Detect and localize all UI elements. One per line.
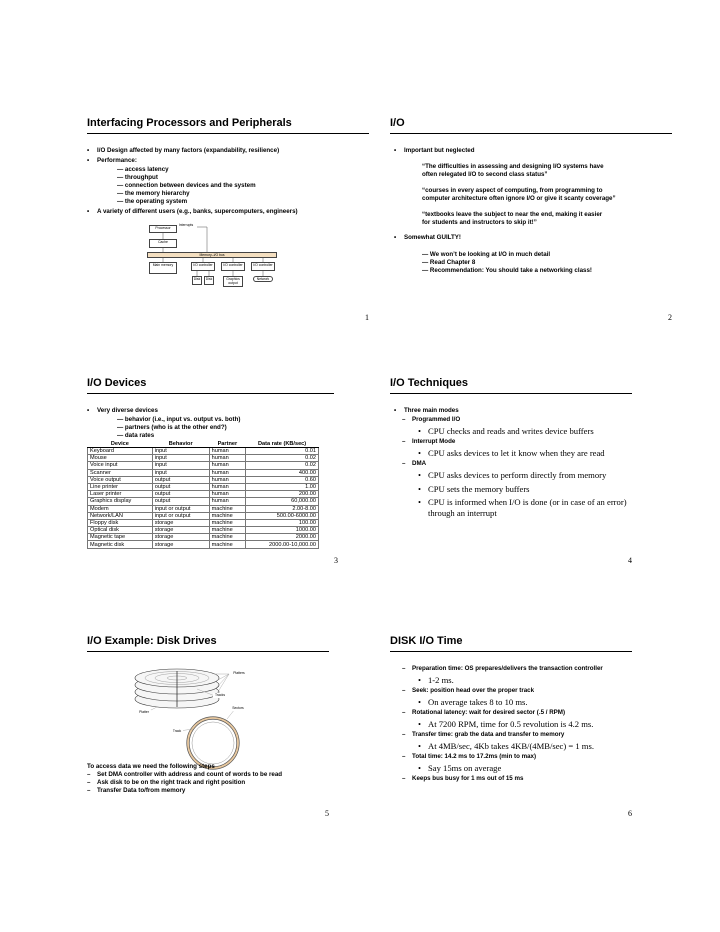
slide-2 <box>390 117 672 322</box>
table-cell: storage <box>152 519 209 526</box>
title-rule <box>390 133 672 134</box>
table-cell: output <box>152 498 209 505</box>
table-cell: machine <box>209 534 246 541</box>
table-cell: Optical disk <box>88 527 153 534</box>
sub-item: — We won’t be looking at I/O in much detail <box>422 251 551 258</box>
sub-item: — Recommendation: You should take a networking class! <box>422 267 592 274</box>
table-cell: human <box>209 469 246 476</box>
processor-box: Processor <box>149 225 177 233</box>
quote-line: computer architecture often ignore I/O or give it scanty coverage” <box>422 195 616 202</box>
table-cell: 100.00 <box>246 519 319 526</box>
table-cell: output <box>152 483 209 490</box>
table-cell: 1000.00 <box>246 527 319 534</box>
column-header: Device <box>88 440 153 448</box>
time-detail: • At 7200 RPM, time for 0.5 revolution is 4.2 ms. <box>428 719 593 729</box>
bullet: • I/O Design affected by many factors (expandability, resilience) <box>97 147 279 154</box>
column-header: Partner <box>209 440 246 448</box>
time-component: – Preparation time: OS prepares/delivers the transaction controller <box>412 665 603 672</box>
time-component: – Seek: position head over the proper track <box>412 687 534 694</box>
title-rule <box>87 651 329 652</box>
table-cell: input or output <box>152 512 209 519</box>
table-cell: 2000.00 <box>246 534 319 541</box>
table-cell: Modem <box>88 505 153 512</box>
table-cell: human <box>209 491 246 498</box>
table-row <box>88 448 319 455</box>
slide-3 <box>87 377 338 565</box>
table-row <box>88 519 319 526</box>
table-cell: machine <box>209 527 246 534</box>
table-cell: input or output <box>152 505 209 512</box>
quote-line: often relegated I/O to second class status” <box>422 171 548 178</box>
track-label: Track <box>172 729 182 733</box>
slide-title: I/O Techniques <box>390 377 469 389</box>
slide-title: DISK I/O Time <box>390 635 463 647</box>
table-cell: Scanner <box>88 469 153 476</box>
sub-item: — the memory hierarchy <box>117 190 190 197</box>
slide-title: Interfacing Processors and Peripherals <box>87 117 292 129</box>
table-row <box>88 476 319 483</box>
table-cell: input <box>152 448 209 455</box>
table-cell: Mouse <box>88 455 153 462</box>
table-cell: machine <box>209 541 246 548</box>
sub-item: — Read Chapter 8 <box>422 259 476 266</box>
sub-item: — the operating system <box>117 198 188 205</box>
time-component: – Rotational latency: wait for desired sector (.5 / RPM) <box>412 709 565 716</box>
table-row <box>88 483 319 490</box>
device-table <box>87 440 319 549</box>
slide-title: I/O Example: Disk Drives <box>87 635 217 647</box>
time-component: – Keeps bus busy for 1 ms out of 15 ms <box>412 775 523 782</box>
bullet: • Three main modes <box>404 407 459 414</box>
mode-detail: • CPU checks and reads and writes device buffers <box>428 426 594 436</box>
table-cell: 0.01 <box>246 448 319 455</box>
table-cell: machine <box>209 519 246 526</box>
platter-label: Platter <box>137 710 151 715</box>
cache-box: Cache <box>149 239 177 248</box>
table-cell: Voice output <box>88 476 153 483</box>
io-architecture-diagram <box>147 221 277 291</box>
table-cell: 0.60 <box>246 476 319 483</box>
sub-item: — behavior (i.e., input vs. output vs. both) <box>117 416 241 423</box>
table-cell: Magnetic disk <box>88 541 153 548</box>
page-number: 1 <box>365 313 369 322</box>
bullet: • Somewhat GUILTY! <box>404 234 461 241</box>
table-cell: human <box>209 483 246 490</box>
table-cell: 500.00-6000.00 <box>246 512 319 519</box>
page-number: 2 <box>668 313 672 322</box>
io-controller-box: I/O controller <box>251 262 275 271</box>
mode-detail: • CPU asks devices to perform directly from memory <box>428 470 606 480</box>
table-cell: storage <box>152 527 209 534</box>
table-row <box>88 455 319 462</box>
page-number: 6 <box>628 809 632 818</box>
disk-box: Disk <box>192 276 202 285</box>
memory-io-bus: Memory–I/O bus <box>147 252 277 258</box>
network-box: Network <box>253 276 273 282</box>
table-cell: human <box>209 498 246 505</box>
column-header: Behavior <box>152 440 209 448</box>
slide-6 <box>390 635 632 818</box>
mode-detail-continued: through an interrupt <box>428 508 497 518</box>
table-cell: 0.02 <box>246 462 319 469</box>
table-cell: 200.00 <box>246 491 319 498</box>
table-cell: Voice input <box>88 462 153 469</box>
table-row <box>88 498 319 505</box>
bullet: • A variety of different users (e.g., banks, supercomputers, engineers) <box>97 208 298 215</box>
page-number: 5 <box>325 809 329 818</box>
table-cell: Keyboard <box>88 448 153 455</box>
mode-detail: • CPU is informed when I/O is done (or in case of an error) <box>428 497 627 507</box>
table-cell: human <box>209 462 246 469</box>
mode-item: – Programmed I/O <box>412 416 460 423</box>
table-row <box>88 505 319 512</box>
title-rule <box>87 133 369 134</box>
table-row <box>88 534 319 541</box>
mode-item: – DMA <box>412 460 426 467</box>
page-number: 4 <box>628 556 632 565</box>
time-detail: • Say 15ms on average <box>428 763 501 773</box>
time-component: – Total time: 14.2 ms to 17.2ms (min to max) <box>412 753 536 760</box>
title-rule <box>390 393 632 394</box>
table-cell: Magnetic tape <box>88 534 153 541</box>
platters-label: Platters <box>230 671 248 676</box>
sub-item: — partners (who is at the other end?) <box>117 424 227 431</box>
graphics-output-box: Graphics output <box>223 276 243 287</box>
time-detail: • At 4MB/sec, 4Kb takes 4KB/(4MB/sec) = 1 ms. <box>428 741 594 751</box>
table-cell: 0.02 <box>246 455 319 462</box>
table-cell: 400.00 <box>246 469 319 476</box>
quote-line: “textbooks leave the subject to near the end, making it easier <box>422 211 603 218</box>
table-header-row <box>88 440 319 448</box>
slide-title: I/O <box>390 117 405 129</box>
page-number: 3 <box>334 556 338 565</box>
table-cell: 60,000.00 <box>246 498 319 505</box>
column-header: Data rate (KB/sec) <box>246 440 319 448</box>
table-cell: human <box>209 455 246 462</box>
disk-drive-diagram <box>117 659 277 774</box>
table-cell: Laser printer <box>88 491 153 498</box>
table-row <box>88 491 319 498</box>
interrupts-label: Interrupts <box>175 223 197 228</box>
sub-item: — data rates <box>117 432 155 439</box>
step-item: – Ask disk to be on the right track and right position <box>97 779 245 786</box>
disk-box: Disk <box>204 276 214 285</box>
table-cell: storage <box>152 534 209 541</box>
time-detail: • 1-2 ms. <box>428 675 454 685</box>
table-row <box>88 469 319 476</box>
table-cell: storage <box>152 541 209 548</box>
mode-item: – Interrupt Mode <box>412 438 455 445</box>
steps-heading: To access data we need the following steps <box>87 763 215 770</box>
slide-4 <box>390 377 632 565</box>
main-memory-box: Main memory <box>149 262 177 274</box>
sectors-label: Sectors <box>230 706 246 711</box>
title-rule <box>390 651 632 652</box>
table-cell: output <box>152 476 209 483</box>
step-item: – Transfer Data to/from memory <box>97 787 185 794</box>
table-cell: 1.00 <box>246 483 319 490</box>
table-cell: Graphics display <box>88 498 153 505</box>
table-cell: machine <box>209 512 246 519</box>
io-controller-box: I/O controller <box>221 262 245 271</box>
table-row <box>88 527 319 534</box>
table-cell: Network/LAN <box>88 512 153 519</box>
sub-item: — connection between devices and the system <box>117 182 256 189</box>
mode-detail: • CPU sets the memory buffers <box>428 484 530 494</box>
quote-line: “courses in every aspect of computing, from programming to <box>422 187 603 194</box>
table-cell: output <box>152 491 209 498</box>
bullet: • Important but neglected <box>404 147 474 154</box>
step-item: – Set DMA controller with address and count of words to be read <box>97 771 282 778</box>
table-row <box>88 462 319 469</box>
table-cell: Floppy disk <box>88 519 153 526</box>
table-cell: input <box>152 462 209 469</box>
quote-line: for students and instructors to skip it!” <box>422 219 537 226</box>
table-row <box>88 541 319 548</box>
table-cell: input <box>152 469 209 476</box>
quote-line: “The difficulties in assessing and designing I/O systems have <box>422 163 604 170</box>
slide-title: I/O Devices <box>87 377 147 389</box>
table-cell: human <box>209 476 246 483</box>
slide-5 <box>87 635 329 818</box>
table-cell: 2.00-8.00 <box>246 505 319 512</box>
table-cell: human <box>209 448 246 455</box>
bullet: • Performance: <box>97 157 137 164</box>
mode-detail: • CPU asks devices to let it know when they are read <box>428 448 605 458</box>
table-cell: machine <box>209 505 246 512</box>
table-cell: input <box>152 455 209 462</box>
table-cell: Line printer <box>88 483 153 490</box>
table-row <box>88 512 319 519</box>
tracks-label: Tracks <box>214 693 226 697</box>
slide-1 <box>87 117 369 322</box>
time-detail: • On average takes 8 to 10 ms. <box>428 697 528 707</box>
time-component: – Transfer time: grab the data and transfer to memory <box>412 731 564 738</box>
table-cell: 2000.00-10,000.00 <box>246 541 319 548</box>
bullet: • Very diverse devices <box>97 407 158 414</box>
title-rule <box>87 393 334 394</box>
sub-item: — throughput <box>117 174 158 181</box>
sub-item: — access latency <box>117 166 169 173</box>
io-controller-box: I/O controller <box>191 262 215 271</box>
